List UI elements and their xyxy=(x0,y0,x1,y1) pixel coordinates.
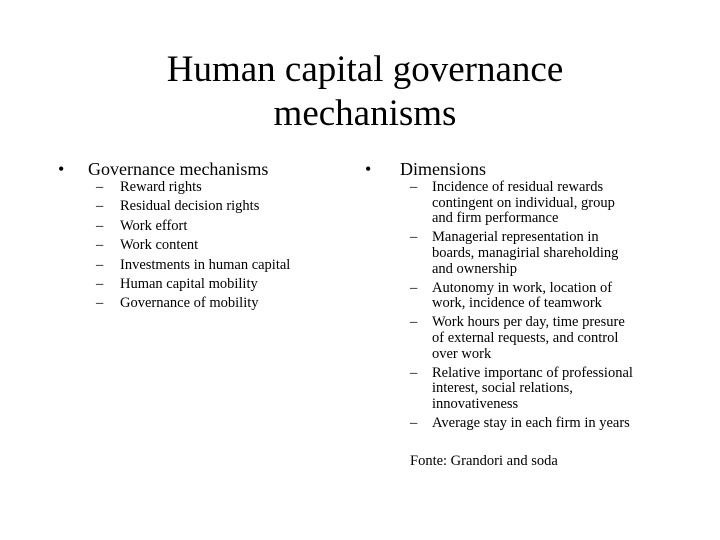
right-heading: Dimensions xyxy=(400,159,487,179)
right-list-item-line: over work xyxy=(432,345,492,362)
dash-icon: – xyxy=(410,279,418,296)
left-list-item: Work content xyxy=(120,237,199,254)
right-list-item-line: and ownership xyxy=(432,260,517,277)
dash-icon: – xyxy=(410,179,418,195)
left-heading: Governance mechanisms xyxy=(88,159,269,179)
dash-icon: – xyxy=(96,237,104,254)
dash-icon: – xyxy=(410,314,418,331)
right-list-item-line: Incidence of residual rewards xyxy=(432,179,604,195)
right-list-item-line: Average stay in each firm in years xyxy=(432,414,630,431)
dash-icon: – xyxy=(96,217,104,234)
right-list-item-line: of external requests, and control xyxy=(432,329,619,346)
dash-icon: – xyxy=(410,414,418,431)
source-note: Fonte: Grandori and soda xyxy=(410,453,558,469)
title-line-2: mechanisms xyxy=(273,93,457,134)
title-line-1: Human capital governance xyxy=(166,49,564,90)
slide-title xyxy=(0,48,720,136)
dash-icon: – xyxy=(96,295,104,312)
dash-icon: – xyxy=(96,276,104,292)
right-list-item-line: interest, social relations, xyxy=(432,380,573,397)
right-list-item-line: Autonomy in work, location of xyxy=(432,279,613,296)
dash-icon: – xyxy=(96,198,104,215)
dash-icon: – xyxy=(96,179,104,195)
left-list-item: Governance of mobility xyxy=(120,295,259,312)
right-list-item-line: Relative importanc of professional xyxy=(432,364,633,381)
bullet-icon: • xyxy=(58,159,65,179)
bullet-icon: • xyxy=(365,159,372,179)
dash-icon: – xyxy=(410,364,418,381)
left-list-item: Residual decision rights xyxy=(120,198,260,215)
dash-icon: – xyxy=(410,229,418,246)
left-list-item: Investments in human capital xyxy=(120,256,291,273)
right-list-item-line: contingent on individual, group xyxy=(432,194,615,211)
right-list-item-line: and firm performance xyxy=(432,210,559,227)
left-list-item: Human capital mobility xyxy=(120,276,258,292)
left-list-item: Work effort xyxy=(120,217,188,234)
right-list-item-line: boards, managirial shareholding xyxy=(432,244,619,261)
dash-icon: – xyxy=(96,256,104,273)
right-list-item-line: innovativeness xyxy=(432,395,519,412)
right-list-item-line: Work hours per day, time presure xyxy=(432,314,625,331)
left-list-item: Reward rights xyxy=(120,179,202,195)
right-list-item-line: work, incidence of teamwork xyxy=(432,295,602,312)
right-list-item-line: Managerial representation in xyxy=(432,229,599,246)
